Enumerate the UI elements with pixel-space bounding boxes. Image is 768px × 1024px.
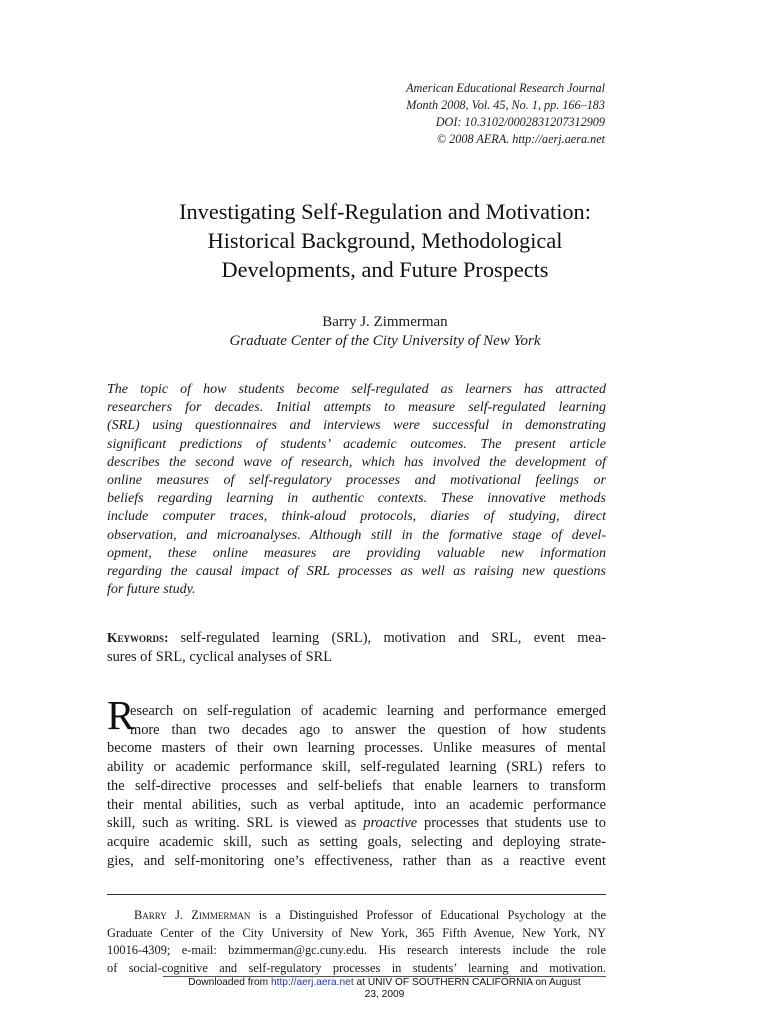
body-paragraph xyxy=(107,702,606,870)
keywords-line xyxy=(107,628,606,648)
keywords-text: self-regulated learning (SRL), motivation and SRL, event mea- xyxy=(180,630,606,646)
footnote-divider xyxy=(107,894,606,895)
title-line: Investigating Self-Regulation and Motivation: xyxy=(179,199,591,224)
abstract-line: include computer traces, think-aloud protocols, diaries of studying, direct xyxy=(107,509,606,525)
download-line xyxy=(163,977,606,989)
footnote-line: Graduate Center of the City University of New York, 365 Fifth Avenue, New York, NY xyxy=(107,925,606,940)
footnote-line xyxy=(107,907,606,925)
drop-cap: R xyxy=(107,692,135,738)
download-link[interactable]: http://aerj.aera.net xyxy=(270,977,354,988)
body-line: acquire academic skill, such as setting goals, selecting and deploying strate- xyxy=(107,833,606,850)
abstract xyxy=(107,381,606,599)
footnote-text: is a Distinguished Professor of Educational Psychology at the xyxy=(258,908,606,922)
journal-name: American Educational Research Journal xyxy=(406,81,605,95)
author-name: Barry J. Zimmerman xyxy=(322,314,448,330)
footnote-author: Barry J. Zimmerman xyxy=(134,908,251,922)
title-line: Developments, and Future Prospects xyxy=(221,257,549,282)
abstract-line: significant predictions of students’ academic outcomes. The present article xyxy=(107,436,606,452)
download-notice xyxy=(163,977,606,1001)
body-line: their mental abilities, such as verbal aptitude, into an academic performance xyxy=(107,796,606,813)
body-line xyxy=(107,814,606,833)
download-prefix: Downloaded from xyxy=(188,977,269,988)
abstract-line: observation, and microanalyses. Although still in the formative stage of devel- xyxy=(107,527,606,543)
author-footnote xyxy=(107,907,606,978)
keywords xyxy=(107,628,606,667)
footnote-line: 10016-4309; e-mail: bzimmerman@gc.cuny.edu. His research interests include the role xyxy=(107,943,606,958)
body-line: esearch on self-regulation of academic learning and performance emerged xyxy=(130,703,606,719)
body-text: skill, such as writing. SRL is viewed as xyxy=(107,815,357,832)
author-affiliation: Graduate Center of the City University of New York xyxy=(229,333,541,349)
keywords-line: sures of SRL, cyclical analyses of SRL xyxy=(107,649,333,665)
abstract-line: opment, these online measures are providing valuable new information xyxy=(107,545,606,561)
abstract-line: beliefs regarding learning in authentic contexts. These innovative methods xyxy=(107,491,606,507)
body-text: processes that students use to xyxy=(424,815,606,832)
abstract-line: for future study. xyxy=(107,582,196,598)
journal-doi: DOI: 10.3102/0002831207312909 xyxy=(435,115,605,129)
footnote-line: of social-cognitive and self-regulatory processes in students’ learning and motivation. xyxy=(107,961,606,976)
journal-copyright: © 2008 AERA. http://aerj.aera.net xyxy=(436,132,605,146)
emphasis-proactive: proactive xyxy=(363,815,418,832)
article-title xyxy=(90,197,680,284)
abstract-line: online measures of self-regulatory processes and motivational feelings or xyxy=(107,473,606,489)
title-line: Historical Background, Methodological xyxy=(207,228,563,253)
body-line: ability or academic performance skill, self-regulated learning (SRL) refers to xyxy=(107,759,606,776)
abstract-line: regarding the causal impact of SRL processes as well as raising new questions xyxy=(107,564,606,580)
journal-header xyxy=(406,80,605,148)
download-date: 23, 2009 xyxy=(364,989,405,1000)
abstract-line: The topic of how students become self-regulated as learners has attracted xyxy=(107,382,606,397)
body-line: more than two decades ago to answer the question of how students xyxy=(130,721,606,738)
abstract-line: researchers for decades. Initial attempts to measure self-regulated learning xyxy=(107,400,606,416)
keywords-label: Keywords: xyxy=(107,630,169,645)
download-suffix: at UNIV OF SOUTHERN CALIFORNIA on August xyxy=(356,977,581,988)
abstract-line: (SRL) using questionnaires and interviews were successful in demonstrating xyxy=(107,418,606,434)
abstract-line: describes the second wave of research, which has involved the development of xyxy=(107,454,606,470)
body-line: the self-directive processes and self-beliefs that enable learners to transform xyxy=(107,777,606,794)
journal-issue: Month 2008, Vol. 45, No. 1, pp. 166–183 xyxy=(406,98,605,112)
body-line: gies, and self-monitoring one’s effectiveness, rather than as a reactive event xyxy=(107,852,606,869)
body-line: become masters of their own learning processes. Unlike measures of mental xyxy=(107,740,606,757)
